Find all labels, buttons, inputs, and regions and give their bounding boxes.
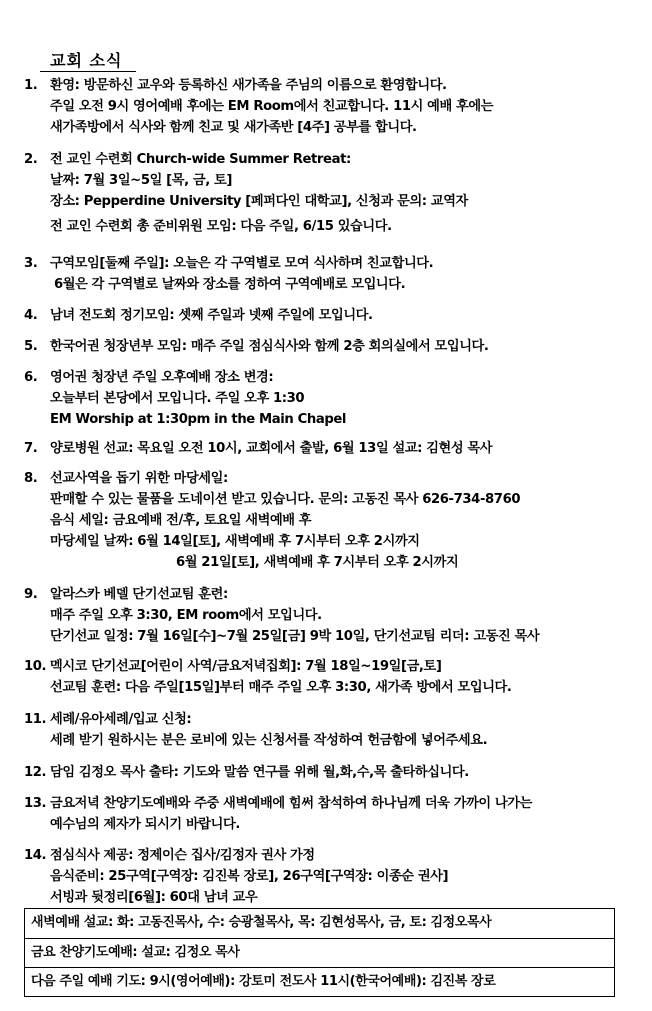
item-line: 남녀 전도회 정기모임: 셋째 주일과 넷째 주일에 모입니다. [50, 308, 373, 323]
notice-item-11 [24, 709, 644, 751]
notice-item-3 [24, 253, 644, 295]
item-number: 3. [24, 256, 38, 271]
item-line: 양로병원 선교: 목요일 오전 10시, 교회에서 출발, 6월 13일 설교: 김현성 목사 [50, 441, 493, 456]
notice-item-10 [24, 656, 644, 698]
notice-item-2 [24, 149, 644, 237]
item-line: 6월 21일[토], 새벽예배 후 7시부터 오후 2시까지 [176, 555, 459, 570]
item-line: 전 교인 수련회 총 준비위원 모임: 다음 주일, 6/15 있습니다. [50, 219, 392, 234]
item-line: 점심식사 제공: 정제이슨 집사/김정자 권사 가정 [50, 848, 315, 863]
item-line: 선교사역을 돕기 위한 마당세일: [50, 471, 228, 486]
item-line: 음식 세일: 금요예배 전/후, 토요일 새벽예배 후 [50, 513, 312, 528]
item-line: EM Worship at 1:30pm in the Main Chapel [50, 412, 347, 427]
item-line: 한국어권 청장년부 모임: 매주 주일 점심식사와 함께 2층 회의실에서 모입니다. [50, 339, 489, 354]
notice-item-6 [24, 367, 644, 430]
item-number: 5. [24, 339, 38, 354]
item-number: 14. [24, 848, 47, 863]
item-line: 마당세일 날짜: 6월 14일[토], 새벽예배 후 7시부터 오후 2시까지 [50, 534, 420, 549]
item-line: 새가족방에서 식사와 함께 친교 및 새가족반 [4주] 공부를 합니다. [50, 120, 417, 135]
dawn-service-preachers: 새벽예배 설교: 화: 고동진목사, 수: 승광철목사, 목: 김현성목사, 금, 토: 김정오목사 [31, 915, 492, 930]
item-number: 4. [24, 308, 38, 323]
notice-item-4 [24, 305, 644, 326]
friday-service-preacher: 금요 찬양기도예배: 설교: 김정오 목사 [25, 938, 614, 967]
item-line: 환영: 방문하신 교우와 등록하신 새가족을 주님의 이름으로 환영합니다. [50, 78, 447, 93]
notice-item-7 [24, 438, 644, 459]
item-line: 선교팀 훈련: 다음 주일[15일]부터 매주 주일 오후 3:30, 새가족 방에서 모입니다. [50, 680, 512, 695]
item-number: 13. [24, 796, 47, 811]
item-number: 11. [24, 712, 47, 727]
item-line: 단기선교 일정: 7월 16일[수]~7월 25일[금] 9박 10일, 단기선교팀 리더: 고동진 목사 [50, 629, 540, 644]
item-line: 멕시코 단기선교[어린이 사역/금요저녁집회]: 7월 18일~19일[금,토] [50, 659, 442, 674]
item-line: 전 교인 수련회 Church-wide Summer Retreat: [50, 152, 351, 167]
page-title: 교회 소식 [40, 52, 136, 72]
item-line: 세례 받기 원하시는 분은 로비에 있는 신청서를 작성하여 헌금함에 넣어주세요. [50, 733, 488, 748]
item-line: 매주 주일 오후 3:30, EM room에서 모입니다. [50, 608, 322, 623]
item-line: 주일 오전 9시 영어예배 후에는 EM Room에서 친교합니다. 11시 예배 후에는 [50, 99, 494, 114]
notice-item-5 [24, 336, 644, 357]
item-line: 오늘부터 본당에서 모입니다. 주일 오후 1:30 [50, 391, 305, 406]
item-line: 세례/유아세례/입교 신청: [50, 712, 192, 727]
notice-item-9 [24, 584, 644, 647]
notice-item-14 [24, 845, 644, 908]
notice-item-13 [24, 793, 644, 835]
worship-schedule-box [24, 908, 615, 997]
item-line: 영어권 청장년 주일 오후예배 장소 변경: [50, 370, 274, 385]
item-line: 금요저녁 찬양기도예배와 주중 새벽예배에 힘써 참석하여 하나님께 더욱 가까이 나가는 [50, 796, 532, 811]
item-number: 7. [24, 441, 38, 456]
item-line: 판매할 수 있는 물품을 도네이션 받고 있습니다. 문의: 고동진 목사 626-734-8760 [50, 492, 521, 507]
item-number: 9. [24, 587, 38, 602]
item-line: 예수님의 제자가 되시기 바랍니다. [50, 817, 240, 832]
notice-item-8 [24, 468, 644, 573]
item-line: 담임 김정오 목사 출타: 기도와 말씀 연구를 위해 월,화,수,목 출타하십니다. [50, 765, 469, 780]
item-line: 6월은 각 구역별로 날짜와 장소를 정하여 구역예배로 모입니다. [54, 277, 406, 292]
item-line: 서빙과 뒷정리[6월]: 60대 남녀 교우 [50, 890, 258, 905]
item-line: 음식준비: 25구역[구역장: 김진복 장로], 26구역[구역장: 이종순 권사] [50, 869, 449, 884]
item-number: 10. [24, 659, 47, 674]
notice-item-1 [24, 75, 644, 138]
item-line: 알라스카 베델 단기선교팀 훈련: [50, 587, 228, 602]
item-number: 8. [24, 471, 38, 486]
item-number: 2. [24, 152, 38, 167]
notice-item-12 [24, 762, 644, 783]
item-line: 구역모임[둘째 주일]: 오늘은 각 구역별로 모여 식사하며 친교합니다. [50, 256, 434, 271]
item-number: 1. [24, 78, 38, 93]
item-number: 12. [24, 765, 47, 780]
item-line: 날짜: 7월 3일~5일 [목, 금, 토] [50, 173, 232, 188]
item-number: 6. [24, 370, 38, 385]
next-sunday-prayer: 다음 주일 예배 기도: 9시(영어예배): 강토미 전도사 11시(한국어예배): 김진복 장로 [25, 967, 614, 996]
item-line: 장소: Pepperdine University [페퍼다인 대학교], 신청과 문의: 교역자 [50, 194, 468, 209]
